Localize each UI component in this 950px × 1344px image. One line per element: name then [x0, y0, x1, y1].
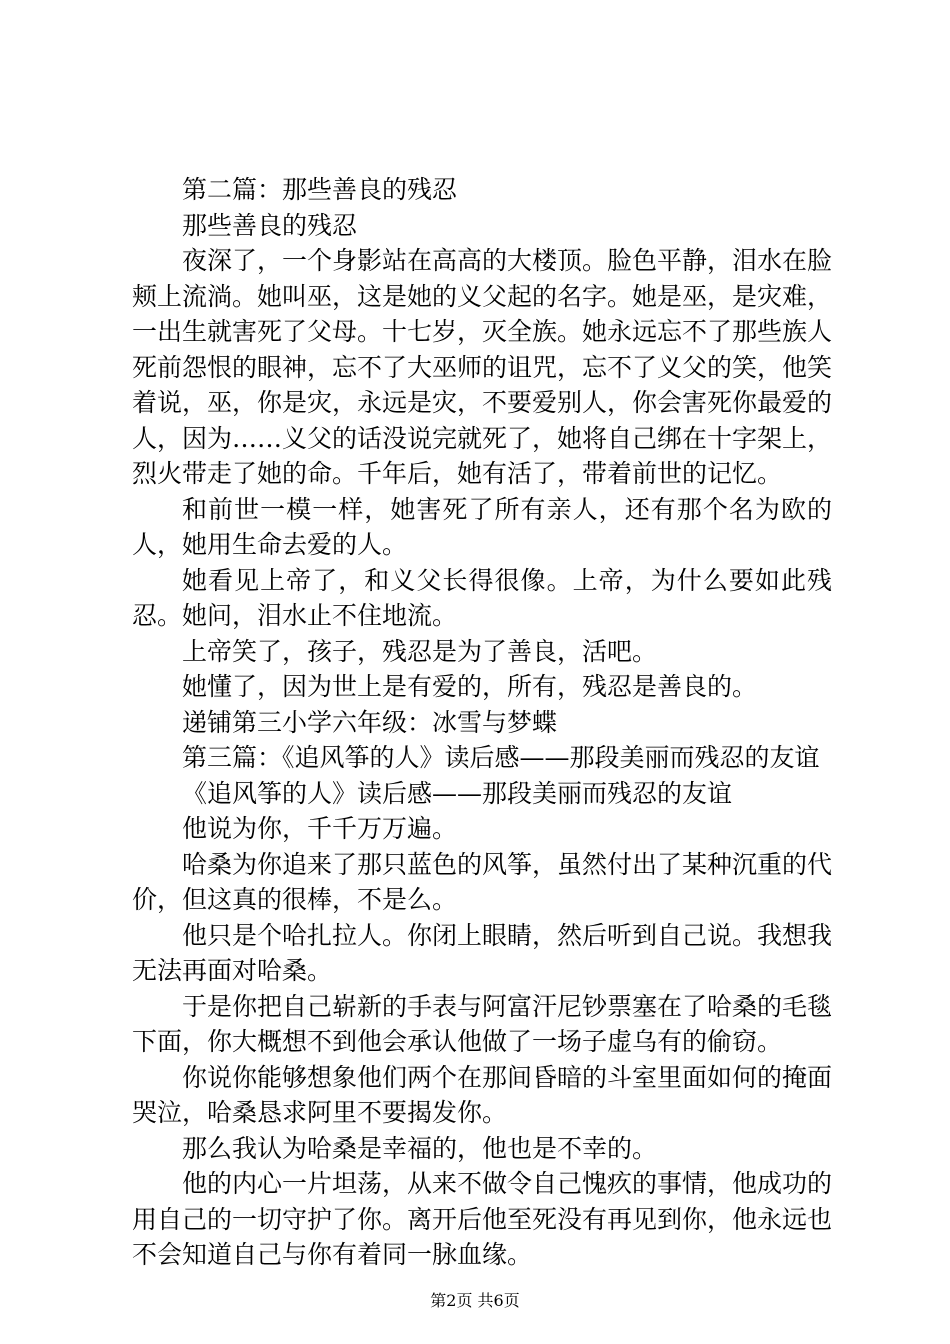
section-subtitle-2: 那些善良的残忍	[182, 210, 358, 240]
paragraph: 你说你能够想象他们两个在那间昏暗的斗室里面如何的掩面哭泣，哈桑恳求阿里不要揭发你。	[132, 1062, 833, 1127]
paragraph: 她看见上帝了，和义父长得很像。上帝，为什么要如此残忍。她问，泪水止不住地流。	[132, 565, 832, 630]
paragraph: 他的内心一片坦荡，从来不做令自己愧疚的事情，他成功的用自己的一切守护了你。离开后他至死没有再见到你，他永远也不会知道自己与你有着同一脉血缘。	[132, 1169, 833, 1269]
paragraph: 那么我认为哈桑是幸福的，他也是不幸的。	[182, 1133, 658, 1163]
paragraph: 上帝笑了，孩子，残忍是为了善良，活吧。	[182, 636, 658, 666]
page-footer: 第2页 共6页	[430, 1291, 520, 1310]
author-line: 递铺第三小学六年级：冰雪与梦蝶	[182, 707, 558, 737]
paragraph: 他只是个哈扎拉人。你闭上眼睛，然后听到自己说。我想我无法再面对哈桑。	[132, 920, 833, 985]
paragraph: 于是你把自己崭新的手表与阿富汗尼钞票塞在了哈桑的毛毯下面，你大概想不到他会承认他做了一场子虚乌有的偷窃。	[132, 991, 833, 1056]
section-subtitle-3: 《追风筝的人》读后感——那段美丽而残忍的友谊	[182, 778, 733, 808]
paragraph: 他说为你，千千万万遍。	[182, 814, 458, 843]
paragraph: 哈桑为你追来了那只蓝色的风筝，虽然付出了某种沉重的代价，但这真的很棒，不是么。	[132, 849, 833, 914]
paragraph: 和前世一模一样，她害死了所有亲人，还有那个名为欧的人，她用生命去爱的人。	[132, 494, 832, 559]
section-title-3: 第三篇：《追风筝的人》读后感——那段美丽而残忍的友谊	[182, 743, 820, 772]
section-title-2: 第二篇：那些善良的残忍	[182, 175, 458, 204]
paragraph: 夜深了，一个身影站在高高的大楼顶。脸色平静，泪水在脸颊上流淌。她叫巫，这是她的义父起的名字。她是巫，是灾难，一出生就害死了父母。十七岁，灭全族。她永远忘不了那些族人死前怨恨的眼神，忘不了大巫师的诅咒，忘不了义父的笑，他笑着说，巫，你是灾，永远是灾，不要爱别人，你会害死你最爱的人，因为……义父的话没说完就死了，她将自己绑在十字架上，烈火带走了她的命。千年后，她有活了，带着前世的记忆。	[132, 246, 833, 488]
paragraph: 她懂了，因为世上是有爱的，所有，残忍是善良的。	[182, 672, 758, 701]
document-body	[132, 172, 832, 1273]
